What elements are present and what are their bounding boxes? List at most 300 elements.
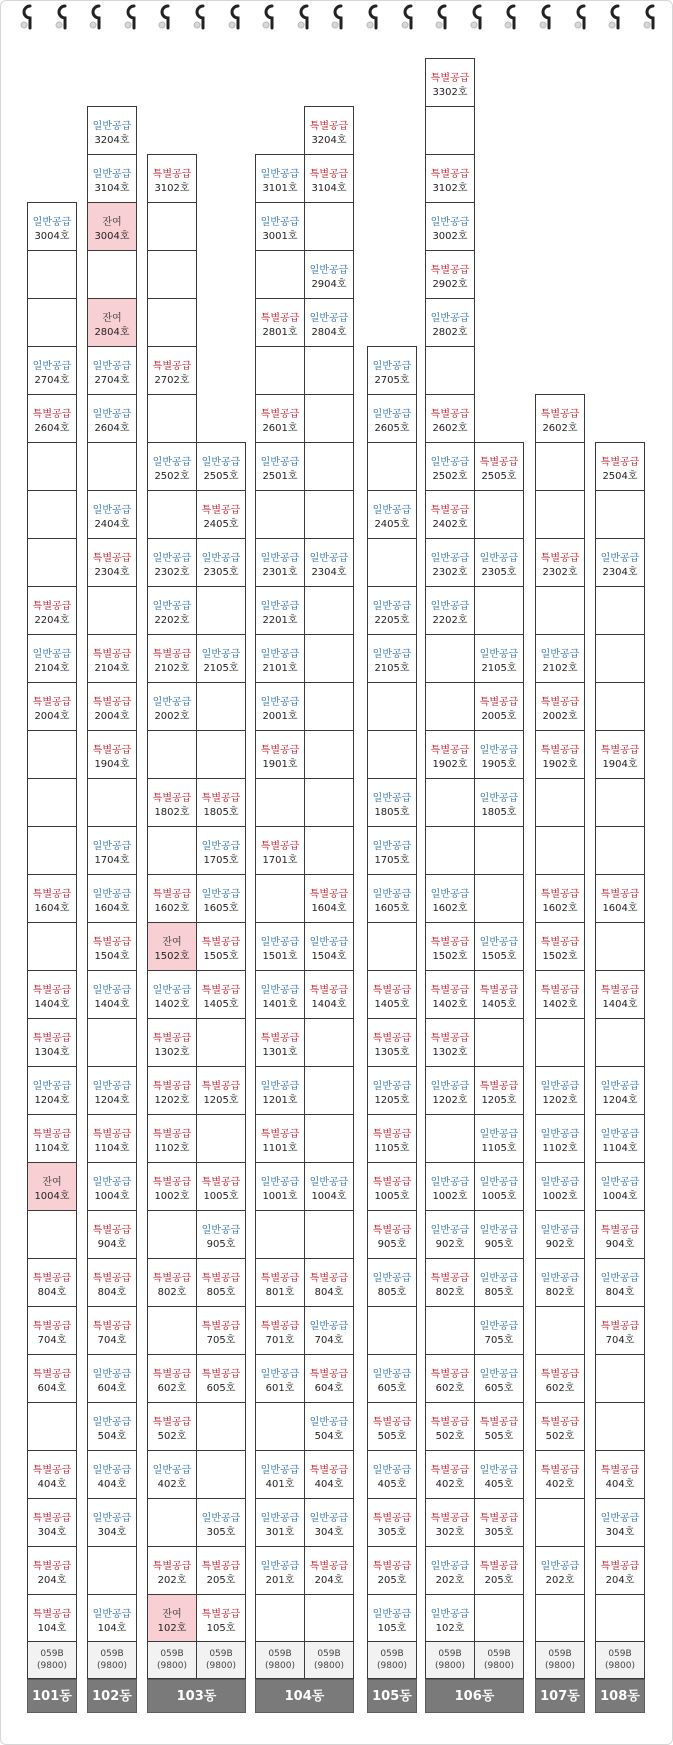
unit-cell[interactable] <box>474 634 524 683</box>
unit-cell[interactable] <box>196 874 246 923</box>
unit-cell[interactable] <box>595 1162 645 1211</box>
unit-cell[interactable] <box>255 202 305 251</box>
unit-cell[interactable] <box>304 1258 354 1307</box>
binder-ring-icon <box>534 2 556 30</box>
unit-number: 401호 <box>265 1479 295 1490</box>
unit-cell[interactable] <box>147 1450 197 1499</box>
unit-cell[interactable] <box>87 106 137 155</box>
supply-type-label: 특별공급 <box>372 1129 412 1140</box>
unit-cell[interactable] <box>255 1450 305 1499</box>
unit-number: 2005호 <box>481 711 517 722</box>
supply-type-label: 특별공급 <box>479 1081 519 1092</box>
unit-cell[interactable] <box>87 346 137 395</box>
unit-cell[interactable] <box>147 1594 197 1643</box>
unit-cell[interactable] <box>367 586 417 635</box>
supply-type-label: 특별공급 <box>32 1513 72 1524</box>
unit-cell[interactable] <box>535 1354 585 1403</box>
unit-cell[interactable] <box>255 442 305 491</box>
unit-cell[interactable] <box>595 442 645 491</box>
unit-cell[interactable] <box>255 1258 305 1307</box>
unit-cell[interactable] <box>304 922 354 971</box>
unit-cell[interactable] <box>367 1594 417 1643</box>
unit-cell[interactable] <box>425 1498 475 1547</box>
unit-cell[interactable] <box>87 538 137 587</box>
unit-cell[interactable] <box>27 1546 77 1595</box>
unit-cell[interactable] <box>255 922 305 971</box>
supply-type-label: 특별공급 <box>540 1465 580 1476</box>
unit-number: 1004호 <box>34 1191 70 1202</box>
unit-number: 3102호 <box>432 183 468 194</box>
unit-cell[interactable] <box>87 730 137 779</box>
unit-cell[interactable] <box>425 490 475 539</box>
unit-cell[interactable] <box>367 394 417 443</box>
unit-cell[interactable] <box>535 682 585 731</box>
unit-number: 204호 <box>605 1575 635 1586</box>
unit-cell[interactable] <box>425 1066 475 1115</box>
unit-cell[interactable] <box>304 1402 354 1451</box>
unit-cell[interactable] <box>595 1066 645 1115</box>
unit-cell[interactable] <box>535 970 585 1019</box>
unit-cell[interactable] <box>425 394 475 443</box>
unit-number: 1004호 <box>94 1191 130 1202</box>
unit-cell[interactable] <box>87 1450 137 1499</box>
unit-cell[interactable] <box>304 1498 354 1547</box>
supply-type-label: 일반공급 <box>372 889 412 900</box>
supply-type-label: 특별공급 <box>372 1225 412 1236</box>
unit-cell[interactable] <box>255 1546 305 1595</box>
unit-number: 1204호 <box>94 1095 130 1106</box>
unit-cell[interactable] <box>535 1162 585 1211</box>
unit-cell[interactable] <box>474 1450 524 1499</box>
unit-cell[interactable] <box>27 1306 77 1355</box>
unit-cell[interactable] <box>196 1066 246 1115</box>
unit-cell[interactable] <box>196 922 246 971</box>
unit-cell[interactable] <box>535 634 585 683</box>
supply-type-label: 일반공급 <box>92 361 132 372</box>
unit-cell[interactable] <box>595 538 645 587</box>
unit-number: 2202호 <box>154 615 190 626</box>
unit-cell[interactable] <box>147 1354 197 1403</box>
unit-number: 2904호 <box>311 279 347 290</box>
unit-cell[interactable] <box>27 1162 77 1211</box>
unit-type-spec <box>535 1641 585 1679</box>
unit-cell[interactable] <box>147 634 197 683</box>
unit-cell[interactable] <box>535 1258 585 1307</box>
unit-cell[interactable] <box>255 634 305 683</box>
unit-cell[interactable] <box>425 298 475 347</box>
unit-cell <box>196 1402 246 1451</box>
unit-cell[interactable] <box>304 1162 354 1211</box>
unit-cell[interactable] <box>535 1402 585 1451</box>
unit-cell[interactable] <box>425 250 475 299</box>
unit-number: 1104호 <box>94 1143 130 1154</box>
unit-cell[interactable] <box>196 1162 246 1211</box>
unit-cell[interactable] <box>255 154 305 203</box>
unit-cell[interactable] <box>27 1594 77 1643</box>
unit-cell[interactable] <box>367 1114 417 1163</box>
unit-cell <box>474 874 524 923</box>
unit-cell[interactable] <box>425 874 475 923</box>
unit-cell[interactable] <box>255 682 305 731</box>
unit-cell[interactable] <box>87 634 137 683</box>
unit-cell[interactable] <box>367 1162 417 1211</box>
unit-cell[interactable] <box>255 1306 305 1355</box>
unit-number: 1705호 <box>374 855 410 866</box>
unit-cell[interactable] <box>474 970 524 1019</box>
unit-cell[interactable] <box>425 1594 475 1643</box>
unit-cell[interactable] <box>304 538 354 587</box>
unit-cell[interactable] <box>87 1594 137 1643</box>
unit-number: 902호 <box>435 1239 465 1250</box>
unit-cell[interactable] <box>367 970 417 1019</box>
unit-cell[interactable] <box>196 826 246 875</box>
unit-cell[interactable] <box>367 1450 417 1499</box>
unit-cell[interactable] <box>425 730 475 779</box>
unit-cell[interactable] <box>595 1114 645 1163</box>
unit-cell[interactable] <box>87 490 137 539</box>
unit-cell[interactable] <box>87 1306 137 1355</box>
unit-cell[interactable] <box>87 1498 137 1547</box>
supply-type-label: 특별공급 <box>372 1177 412 1188</box>
unit-cell[interactable] <box>87 1354 137 1403</box>
unit-cell[interactable] <box>87 1114 137 1163</box>
unit-cell[interactable] <box>367 1066 417 1115</box>
unit-cell[interactable] <box>474 442 524 491</box>
unit-cell[interactable] <box>147 682 197 731</box>
unit-number: 2104호 <box>94 663 130 674</box>
unit-type-area: (9800) <box>37 1661 67 1671</box>
unit-cell[interactable] <box>255 730 305 779</box>
unit-cell[interactable] <box>474 1546 524 1595</box>
unit-cell[interactable] <box>595 1210 645 1259</box>
unit-cell[interactable] <box>425 538 475 587</box>
supply-type-label: 특별공급 <box>32 889 72 900</box>
unit-cell[interactable] <box>196 1258 246 1307</box>
unit-cell[interactable] <box>367 1258 417 1307</box>
unit-cell[interactable] <box>196 634 246 683</box>
unit-cell[interactable] <box>255 1498 305 1547</box>
supply-type-label: 일반공급 <box>260 937 300 948</box>
supply-type-label: 일반공급 <box>92 1081 132 1092</box>
unit-cell[interactable] <box>535 874 585 923</box>
unit-type-spec <box>474 1641 524 1679</box>
unit-cell[interactable] <box>196 1210 246 1259</box>
supply-type-label: 일반공급 <box>201 553 241 564</box>
unit-cell[interactable] <box>367 826 417 875</box>
supply-type-label: 일반공급 <box>479 1321 519 1332</box>
unit-cell[interactable] <box>304 106 354 155</box>
unit-cell[interactable] <box>304 154 354 203</box>
unit-cell[interactable] <box>425 970 475 1019</box>
unit-cell[interactable] <box>87 1258 137 1307</box>
unit-cell[interactable] <box>196 1546 246 1595</box>
unit-cell[interactable] <box>535 1450 585 1499</box>
unit-cell[interactable] <box>87 682 137 731</box>
unit-cell[interactable] <box>474 1306 524 1355</box>
unit-type-code: 059B <box>438 1649 462 1659</box>
supply-type-label: 특별공급 <box>479 457 519 468</box>
unit-cell[interactable] <box>425 922 475 971</box>
unit-cell[interactable] <box>474 1354 524 1403</box>
unit-number: 404호 <box>605 1479 635 1490</box>
unit-number: 305호 <box>377 1527 407 1538</box>
unit-cell <box>304 1018 354 1067</box>
unit-cell[interactable] <box>535 538 585 587</box>
unit-cell[interactable] <box>535 394 585 443</box>
unit-number: 1604호 <box>311 903 347 914</box>
unit-cell[interactable] <box>27 1066 77 1115</box>
unit-number: 1202호 <box>154 1095 190 1106</box>
unit-cell[interactable] <box>595 1306 645 1355</box>
unit-cell[interactable] <box>147 874 197 923</box>
unit-cell[interactable] <box>147 1258 197 1307</box>
unit-cell[interactable] <box>147 538 197 587</box>
supply-type-label: 특별공급 <box>540 937 580 948</box>
supply-type-label: 특별공급 <box>540 409 580 420</box>
supply-type-label: 특별공급 <box>152 1081 192 1092</box>
unit-cell[interactable] <box>87 202 137 251</box>
unit-cell[interactable] <box>425 1354 475 1403</box>
unit-cell[interactable] <box>474 682 524 731</box>
unit-cell[interactable] <box>147 1066 197 1115</box>
unit-cell[interactable] <box>196 1594 246 1643</box>
unit-cell[interactable] <box>474 1402 524 1451</box>
unit-cell[interactable] <box>535 922 585 971</box>
unit-cell[interactable] <box>255 1066 305 1115</box>
unit-cell[interactable] <box>595 874 645 923</box>
unit-cell <box>147 250 197 299</box>
unit-cell[interactable] <box>196 442 246 491</box>
unit-type-code: 059B <box>380 1649 404 1659</box>
unit-cell[interactable] <box>474 1210 524 1259</box>
unit-cell[interactable] <box>304 874 354 923</box>
unit-cell <box>425 346 475 395</box>
unit-cell[interactable] <box>147 1402 197 1451</box>
unit-cell <box>595 922 645 971</box>
unit-cell[interactable] <box>27 394 77 443</box>
unit-type-spec <box>87 1641 137 1679</box>
unit-cell[interactable] <box>425 1162 475 1211</box>
unit-cell[interactable] <box>304 298 354 347</box>
unit-cell[interactable] <box>27 1114 77 1163</box>
unit-number: 804호 <box>605 1287 635 1298</box>
unit-number: 1805호 <box>203 807 239 818</box>
unit-cell <box>196 730 246 779</box>
unit-cell <box>255 250 305 299</box>
unit-cell[interactable] <box>255 538 305 587</box>
unit-cell[interactable] <box>147 1018 197 1067</box>
unit-cell[interactable] <box>147 154 197 203</box>
unit-cell[interactable] <box>255 1018 305 1067</box>
unit-cell[interactable] <box>87 1162 137 1211</box>
unit-cell[interactable] <box>255 1354 305 1403</box>
unit-cell[interactable] <box>425 442 475 491</box>
unit-cell[interactable] <box>425 58 475 107</box>
unit-cell[interactable] <box>147 970 197 1019</box>
unit-cell[interactable] <box>425 154 475 203</box>
unit-cell[interactable] <box>87 874 137 923</box>
unit-cell[interactable] <box>425 1546 475 1595</box>
unit-cell[interactable] <box>87 826 137 875</box>
unit-number: 1502호 <box>154 951 190 962</box>
unit-type-code: 059B <box>608 1649 632 1659</box>
unit-cell[interactable] <box>147 778 197 827</box>
unit-cell[interactable] <box>87 154 137 203</box>
binder-ring-icon <box>361 2 383 30</box>
unit-cell[interactable] <box>196 490 246 539</box>
supply-type-label: 일반공급 <box>309 553 349 564</box>
unit-cell[interactable] <box>87 922 137 971</box>
unit-cell[interactable] <box>595 1546 645 1595</box>
supply-type-label: 특별공급 <box>430 505 470 516</box>
unit-cell[interactable] <box>27 1354 77 1403</box>
unit-cell[interactable] <box>304 1450 354 1499</box>
unit-cell[interactable] <box>535 1066 585 1115</box>
unit-cell[interactable] <box>147 1114 197 1163</box>
unit-cell[interactable] <box>367 634 417 683</box>
unit-cell[interactable] <box>474 1258 524 1307</box>
unit-cell[interactable] <box>367 1498 417 1547</box>
unit-cell[interactable] <box>27 346 77 395</box>
supply-type-label: 일반공급 <box>372 1465 412 1476</box>
unit-cell[interactable] <box>27 1258 77 1307</box>
unit-cell[interactable] <box>474 778 524 827</box>
unit-cell[interactable] <box>87 1066 137 1115</box>
unit-cell[interactable] <box>196 778 246 827</box>
unit-cell[interactable] <box>367 874 417 923</box>
unit-cell[interactable] <box>595 1258 645 1307</box>
unit-cell[interactable] <box>87 1210 137 1259</box>
unit-cell[interactable] <box>27 970 77 1019</box>
unit-cell[interactable] <box>255 1114 305 1163</box>
unit-cell[interactable] <box>27 586 77 635</box>
unit-cell[interactable] <box>425 1258 475 1307</box>
unit-cell[interactable] <box>367 778 417 827</box>
unit-cell[interactable] <box>196 538 246 587</box>
unit-cell[interactable] <box>425 1450 475 1499</box>
supply-type-label: 특별공급 <box>260 1273 300 1284</box>
unit-cell[interactable] <box>27 202 77 251</box>
unit-cell[interactable] <box>425 1018 475 1067</box>
unit-cell[interactable] <box>147 442 197 491</box>
unit-cell[interactable] <box>304 970 354 1019</box>
supply-type-label: 일반공급 <box>309 1513 349 1524</box>
unit-cell[interactable] <box>196 1354 246 1403</box>
binder-ring-icon <box>257 2 279 30</box>
unit-number: 1204호 <box>602 1095 638 1106</box>
unit-cell[interactable] <box>474 922 524 971</box>
unit-cell[interactable] <box>255 298 305 347</box>
unit-cell[interactable] <box>27 1018 77 1067</box>
binder-ring-icon <box>223 2 245 30</box>
unit-cell[interactable] <box>147 1162 197 1211</box>
unit-cell[interactable] <box>535 1210 585 1259</box>
unit-cell[interactable] <box>147 586 197 635</box>
unit-number: 1104호 <box>602 1143 638 1154</box>
unit-cell[interactable] <box>474 538 524 587</box>
unit-cell[interactable] <box>27 874 77 923</box>
unit-cell[interactable] <box>595 730 645 779</box>
unit-cell[interactable] <box>147 1546 197 1595</box>
unit-cell[interactable] <box>367 1018 417 1067</box>
unit-cell[interactable] <box>255 394 305 443</box>
unit-cell <box>595 1402 645 1451</box>
unit-cell[interactable] <box>27 1498 77 1547</box>
unit-cell[interactable] <box>196 1306 246 1355</box>
unit-cell[interactable] <box>535 730 585 779</box>
unit-cell[interactable] <box>425 202 475 251</box>
unit-cell[interactable] <box>87 1402 137 1451</box>
unit-cell[interactable] <box>87 394 137 443</box>
unit-number: 2502호 <box>432 471 468 482</box>
supply-type-label: 일반공급 <box>201 841 241 852</box>
unit-cell[interactable] <box>304 1546 354 1595</box>
unit-cell[interactable] <box>304 250 354 299</box>
unit-number: 2801호 <box>262 327 298 338</box>
unit-cell[interactable] <box>255 970 305 1019</box>
unit-cell[interactable] <box>147 922 197 971</box>
unit-cell[interactable] <box>425 586 475 635</box>
supply-type-label: 특별공급 <box>430 1369 470 1380</box>
unit-cell[interactable] <box>474 1162 524 1211</box>
unit-cell[interactable] <box>367 1354 417 1403</box>
unit-cell[interactable] <box>535 1114 585 1163</box>
unit-cell[interactable] <box>595 1450 645 1499</box>
unit-cell[interactable] <box>27 682 77 731</box>
binder-ring-icon <box>15 2 37 30</box>
unit-cell[interactable] <box>255 586 305 635</box>
supply-type-label: 특별공급 <box>430 73 470 84</box>
unit-cell[interactable] <box>535 1546 585 1595</box>
unit-cell[interactable] <box>474 1066 524 1115</box>
unit-cell[interactable] <box>474 730 524 779</box>
unit-number: 2405호 <box>374 519 410 530</box>
unit-cell[interactable] <box>367 490 417 539</box>
unit-cell[interactable] <box>474 1114 524 1163</box>
unit-cell[interactable] <box>196 970 246 1019</box>
unit-cell[interactable] <box>255 1162 305 1211</box>
unit-cell[interactable] <box>27 1450 77 1499</box>
unit-cell[interactable] <box>255 826 305 875</box>
unit-cell[interactable] <box>304 1354 354 1403</box>
unit-number: 2804호 <box>94 327 130 338</box>
unit-cell[interactable] <box>425 1210 475 1259</box>
unit-cell[interactable] <box>367 1210 417 1259</box>
unit-cell[interactable] <box>147 346 197 395</box>
supply-type-label: 특별공급 <box>540 1417 580 1428</box>
unit-cell <box>535 1498 585 1547</box>
unit-cell[interactable] <box>87 970 137 1019</box>
unit-cell[interactable] <box>367 1546 417 1595</box>
unit-cell[interactable] <box>367 346 417 395</box>
supply-type-label: 일반공급 <box>479 1273 519 1284</box>
unit-cell[interactable] <box>87 298 137 347</box>
supply-type-label: 일반공급 <box>479 937 519 948</box>
unit-number: 1205호 <box>374 1095 410 1106</box>
unit-number: 1005호 <box>203 1191 239 1202</box>
unit-cell[interactable] <box>425 1402 475 1451</box>
unit-number: 2505호 <box>481 471 517 482</box>
unit-cell[interactable] <box>27 634 77 683</box>
unit-cell[interactable] <box>595 970 645 1019</box>
unit-number: 3004호 <box>34 231 70 242</box>
unit-cell[interactable] <box>474 1498 524 1547</box>
supply-type-label: 특별공급 <box>92 649 132 660</box>
unit-cell[interactable] <box>595 1498 645 1547</box>
unit-cell[interactable] <box>304 1306 354 1355</box>
unit-cell[interactable] <box>367 1402 417 1451</box>
unit-cell[interactable] <box>196 1498 246 1547</box>
